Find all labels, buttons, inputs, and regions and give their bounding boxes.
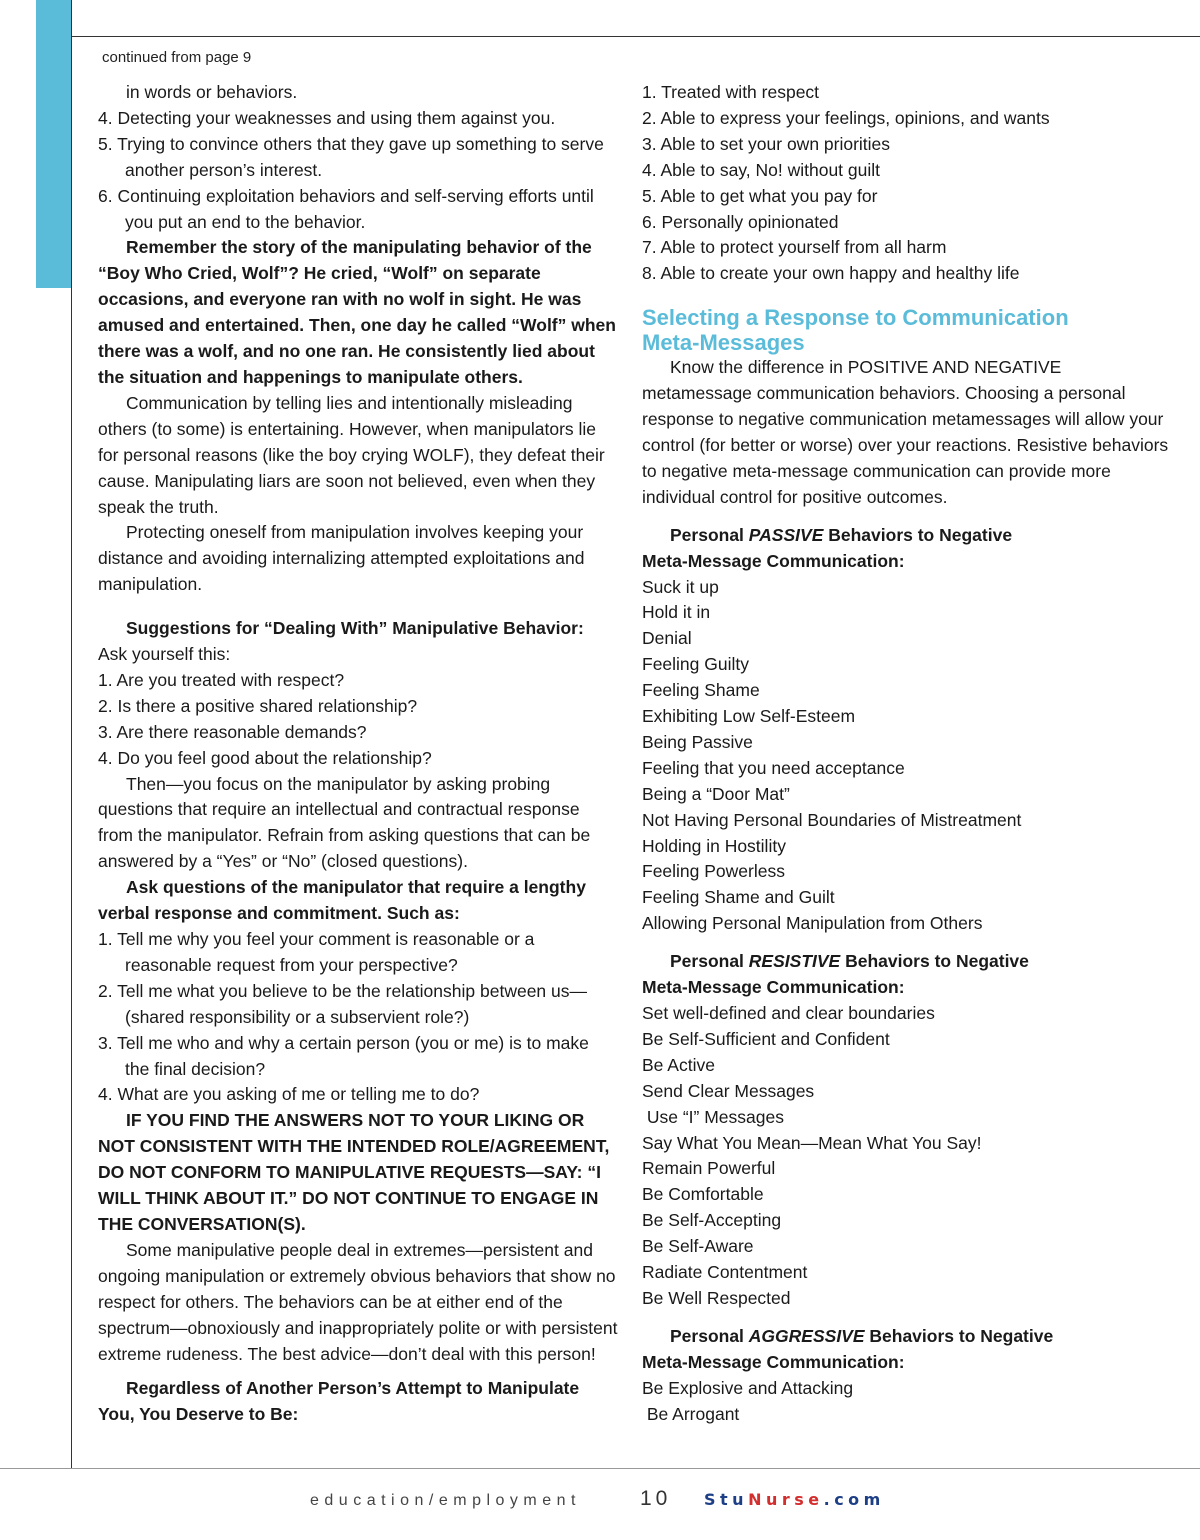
footer-section: education/employment bbox=[310, 1492, 581, 1509]
list-item: 2. Tell me what you believe to be the relationship between us—(shared responsibility or a subservient role?) bbox=[98, 980, 588, 1027]
list-item: Being Passive bbox=[642, 731, 753, 752]
list-item: Be Self-Aware bbox=[642, 1236, 754, 1257]
page-number: 10 bbox=[640, 1487, 672, 1510]
list-item: Allowing Personal Manipulation from Others bbox=[642, 913, 983, 934]
continued-note: continued from page 9 bbox=[102, 49, 252, 66]
list-item: Being a “Door Mat” bbox=[642, 783, 790, 804]
list-item: 2. Able to express your feelings, opinions, and wants bbox=[642, 107, 1050, 128]
extremes-paragraph: Some manipulative people deal in extremes—persistent and ongoing manipulation or extremely obvious behaviors that show no respect for others. The behaviors can be at either end of the spectrum—obnoxiously and inappropriately polite or with persistent extreme rudeness. The best advice—don’t deal with this person! bbox=[98, 1239, 618, 1364]
page-footer bbox=[0, 1486, 1200, 1516]
list-item: 6. Personally opinionated bbox=[642, 211, 839, 232]
resistive-heading: Personal RESISTIVE Behaviors to Negative bbox=[670, 951, 1029, 972]
ask-yourself: Ask yourself this: bbox=[98, 644, 231, 665]
list-item: Radiate Contentment bbox=[642, 1262, 808, 1283]
protect-paragraph: Protecting oneself from manipulation involves keeping your distance and avoiding internalizing attempted exploitations and manipulation. bbox=[98, 522, 585, 595]
list-item: Feeling Guilty bbox=[642, 654, 749, 675]
then-paragraph: Then—you focus on the manipulator by asking probing questions that require an intellectual and contractual response from the manipulator. Refrain from asking questions that can be answered by a “Yes” or “No” (closed questions). bbox=[98, 773, 591, 872]
list-item: 3. Are there reasonable demands? bbox=[98, 721, 367, 742]
aggressive-heading: Personal AGGRESSIVE Behaviors to Negative bbox=[670, 1325, 1054, 1346]
list-item: Feeling Shame and Guilt bbox=[642, 887, 835, 908]
list-item: Be Explosive and Attacking bbox=[642, 1377, 854, 1398]
list-item: Denial bbox=[642, 628, 692, 649]
top-rule bbox=[71, 36, 1200, 37]
regardless-heading: Regardless of Another Person’s Attempt to Manipulate You, You Deserve to Be: bbox=[98, 1378, 580, 1425]
passive-list bbox=[642, 575, 1172, 938]
list-item: 5. Trying to convince others that they gave up something to serve another person’s interest. bbox=[98, 133, 604, 180]
brand-stu: Stu bbox=[704, 1490, 749, 1509]
suggestions-heading: Suggestions for “Dealing With” Manipulative Behavior: bbox=[126, 618, 584, 639]
list-item: Suck it up bbox=[642, 576, 719, 597]
list-item: Be Arrogant bbox=[642, 1403, 740, 1424]
wolf-paragraph: Remember the story of the manipulating behavior of the “Boy Who Cried, Wolf”? He cried, “Wolf” on separate occasions, and everyone ran with no wolf in sight. He was amused and entertained. Then, one day he called “Wolf” when there was a wolf, and no one ran. He consistently lied about the situation and happenings to manipulate others. bbox=[98, 237, 616, 387]
list-item: Hold it in bbox=[642, 602, 711, 623]
right-column bbox=[642, 80, 1172, 1428]
list-item: 1. Tell me why you feel your comment is reasonable or a reasonable request from your perspective? bbox=[98, 929, 535, 975]
list-item: 6. Continuing exploitation behaviors and self-serving efforts until you put an end to the behavior. bbox=[98, 185, 594, 232]
list-item: 1. Treated with respect bbox=[642, 82, 820, 102]
left-column bbox=[98, 80, 618, 1428]
brand-logo bbox=[704, 1490, 885, 1509]
list-item: Set well-defined and clear boundaries bbox=[642, 1003, 935, 1023]
resistive-heading-line-2: Meta-Message Communication: bbox=[642, 977, 905, 998]
list-item: 2. Is there a positive shared relationship? bbox=[98, 695, 418, 716]
list-item: 4. Detecting your weaknesses and using them against you. bbox=[98, 107, 556, 128]
list-item: Feeling that you need acceptance bbox=[642, 757, 905, 778]
know-paragraph: Know the difference in POSITIVE AND NEGATIVE metamessage communication behaviors. Choosing a personal response to negative communication metamessages will allow your control (for better or worse) over your reactions. Resistive behaviors to negative meta-message communication can provide more individual control for positive outcomes. bbox=[642, 357, 1169, 507]
list-item: 4. Do you feel good about the relationship? bbox=[98, 747, 432, 768]
list-item: 1. Are you treated with respect? bbox=[98, 669, 345, 690]
section-title-line-2: Meta-Messages bbox=[642, 330, 805, 356]
bottom-rule bbox=[0, 1468, 1200, 1469]
brand-nurse: Nurse bbox=[748, 1490, 824, 1509]
list-item: Be Comfortable bbox=[642, 1184, 764, 1205]
accent-bar bbox=[36, 0, 71, 288]
list-item: Send Clear Messages bbox=[642, 1080, 815, 1101]
list-item: Be Self-Accepting bbox=[642, 1210, 782, 1231]
vertical-rule bbox=[71, 0, 72, 1468]
list-item: Feeling Shame bbox=[642, 680, 760, 701]
list-item: Be Well Respected bbox=[642, 1287, 791, 1308]
caps-paragraph: IF YOU FIND THE ANSWERS NOT TO YOUR LIKING OR NOT CONSISTENT WITH THE INTENDED ROLE/AGREEMENT, DO NOT CONFORM TO MANIPULATIVE REQUESTS—SAY: “I WILL THINK ABOUT IT.” DO NOT CONTINUE TO ENGAGE IN THE CONVERSATION(S). bbox=[98, 1110, 610, 1234]
list-item: Be Active bbox=[642, 1054, 715, 1075]
list-item: Say What You Mean—Mean What You Say! bbox=[642, 1132, 982, 1153]
list-item: Feeling Powerless bbox=[642, 861, 785, 882]
aggressive-heading-line-2: Meta-Message Communication: bbox=[642, 1351, 905, 1372]
list-item: Remain Powerful bbox=[642, 1158, 776, 1179]
ask-questions-heading: Ask questions of the manipulator that require a lengthy verbal response and commitment. Such as: bbox=[98, 877, 586, 924]
list-item: Not Having Personal Boundaries of Mistreatment bbox=[642, 809, 1022, 830]
list-item: 4. What are you asking of me or telling me to do? bbox=[98, 1084, 480, 1105]
section-title: Selecting a Response to Communication bbox=[642, 305, 1069, 331]
resistive-list bbox=[642, 1001, 1172, 1312]
lies-paragraph: Communication by telling lies and intentionally misleading others (to some) is entertaining. However, when manipulators lie for personal reasons (like the boy crying WOLF), they defeat their cause. Manipulating liars are soon not believed, even when they speak the truth. bbox=[98, 392, 605, 517]
list-item: Be Self-Sufficient and Confident bbox=[642, 1028, 890, 1049]
list-item: 3. Able to set your own priorities bbox=[642, 133, 891, 154]
list-item: 4. Able to say, No! without guilt bbox=[642, 159, 881, 180]
list-item: Use “I” Messages bbox=[642, 1106, 784, 1127]
list-item: 5. Able to get what you pay for bbox=[642, 185, 878, 206]
passive-heading: Personal PASSIVE Behaviors to Negative bbox=[670, 524, 1013, 545]
list-item: 3. Tell me who and why a certain person (you or me) is to make the final decision? bbox=[98, 1032, 589, 1079]
passive-heading-line-2: Meta-Message Communication: bbox=[642, 550, 905, 571]
list-continuation: in words or behaviors. bbox=[126, 82, 298, 102]
list-item: Exhibiting Low Self-Esteem bbox=[642, 706, 856, 727]
aggressive-list bbox=[642, 1376, 1172, 1428]
brand-com: .com bbox=[823, 1490, 885, 1509]
list-item: 7. Able to protect yourself from all harm bbox=[642, 237, 947, 258]
list-item: Holding in Hostility bbox=[642, 835, 786, 856]
list-item: 8. Able to create your own happy and healthy life bbox=[642, 263, 1020, 284]
